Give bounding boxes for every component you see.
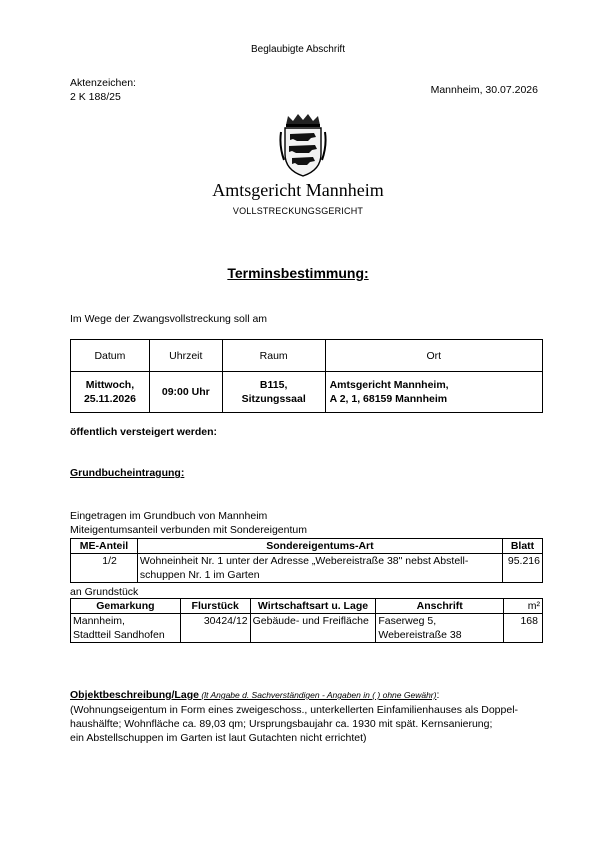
- intro-text: Im Wege der Zwangsvollstreckung soll am: [70, 313, 268, 325]
- appointment-table: [70, 339, 543, 413]
- cell-flaeche: 168: [504, 614, 543, 643]
- anschrift-line-1: Faserweg 5,: [378, 615, 437, 627]
- cell-blatt: 95.216: [502, 554, 542, 583]
- case-number: 2 K 188/25: [70, 91, 121, 103]
- court-department: VOLLSTRECKUNGSGERICHT: [232, 206, 364, 216]
- cell-datum: [71, 372, 150, 413]
- ort-line-1: Amtsgericht Mannheim,: [329, 379, 449, 391]
- land-register-line-2: Miteigentumsanteil verbunden mit Sondereigentum: [70, 524, 307, 536]
- gemarkung-line-1: Mannheim,: [73, 615, 125, 627]
- raum-name: Sitzungssaal: [241, 393, 306, 405]
- header-raum: Raum: [222, 340, 325, 372]
- header-flaeche: m²: [504, 599, 543, 614]
- co-ownership-table: [70, 538, 543, 583]
- co-ownership-row: [71, 554, 543, 583]
- header-me-anteil: ME-Anteil: [71, 539, 138, 554]
- datum-date: 25.11.2026: [83, 393, 136, 405]
- object-description-note: (lt Angabe d. Sachverständigen - Angaben in ( ) ohne Gewähr): [198, 690, 437, 700]
- gemarkung-line-2: Stadtteil Sandhofen: [73, 629, 165, 641]
- object-description-label: Objektbeschreibung/Lage: [70, 689, 199, 701]
- anschrift-line-2: Webereistraße 38: [378, 629, 462, 641]
- ort-line-2: A 2, 1, 68159 Mannheim: [329, 393, 448, 405]
- land-register-line-1: Eingetragen im Grundbuch von Mannheim: [70, 510, 268, 522]
- raum-number: B115,: [259, 379, 288, 391]
- plot-table: [70, 598, 543, 643]
- appointment-row: [71, 372, 543, 413]
- header-anschrift: Anschrift: [376, 599, 504, 614]
- case-number-label: Aktenzeichen:: [70, 77, 136, 89]
- object-description-colon: :: [436, 689, 440, 701]
- object-description-line-1: (Wohnungseigentum in Form eines zweigeschoss., unterkellerten Einfamilienhauses als Doppel-: [70, 704, 519, 716]
- cell-anschrift: [376, 614, 504, 643]
- coat-of-arms-icon: [278, 112, 328, 178]
- cell-me-anteil: 1/2: [71, 554, 138, 583]
- object-description-line-2: haushälfte; Wohnfläche ca. 89,03 qm; Ursprungsbaujahr ca. 1930 mit spät. Kernsanierung;: [70, 718, 493, 730]
- cell-uhrzeit: 09:00 Uhr: [149, 372, 222, 413]
- place-date: Mannheim, 30.07.2026: [430, 84, 538, 96]
- header-uhrzeit: Uhrzeit: [149, 340, 222, 372]
- header-wirtschaftsart: Wirtschaftsart u. Lage: [250, 599, 376, 614]
- cell-flurstueck: 30424/12: [180, 614, 250, 643]
- header-gemarkung: Gemarkung: [71, 599, 181, 614]
- case-number-block: [70, 76, 136, 104]
- object-description-line-3: ein Abstellschuppen im Garten ist laut Gutachten nicht errichtet): [70, 732, 367, 744]
- header-blatt: Blatt: [502, 539, 542, 554]
- cell-raum: [222, 372, 325, 413]
- co-ownership-header-row: [71, 539, 543, 554]
- object-description-text: [70, 703, 545, 745]
- header-datum: Datum: [71, 340, 150, 372]
- datum-weekday: Mittwoch,: [85, 379, 135, 391]
- cell-gemarkung: [71, 614, 181, 643]
- plot-header-row: [71, 599, 543, 614]
- header-ort: Ort: [325, 340, 542, 372]
- document-title: Terminsbestimmung:: [227, 265, 369, 281]
- plot-row: [71, 614, 543, 643]
- cell-wirtschaftsart: Gebäude- und Freifläche: [250, 614, 376, 643]
- land-register-intro: [70, 509, 307, 537]
- object-description-heading: [70, 689, 439, 701]
- cell-ort: [325, 372, 542, 413]
- sondereigentum-line-1: Wohneinheit Nr. 1 unter der Adresse „Webereistraße 38" nebst Abstell-: [139, 555, 469, 567]
- plot-label: an Grundstück: [70, 586, 139, 598]
- court-name: Amtsgericht Mannheim: [212, 180, 384, 200]
- header-sondereigentum: Sondereigentums-Art: [137, 539, 502, 554]
- header-flurstueck: Flurstück: [180, 599, 250, 614]
- land-register-heading: Grundbucheintragung:: [70, 467, 185, 479]
- sondereigentum-line-2: schuppen Nr. 1 im Garten: [139, 569, 260, 581]
- auction-statement: öffentlich versteigert werden:: [70, 426, 218, 438]
- cell-sondereigentum: [137, 554, 502, 583]
- document-header-label: Beglaubigte Abschrift: [251, 44, 345, 55]
- appointment-header-row: [71, 340, 543, 372]
